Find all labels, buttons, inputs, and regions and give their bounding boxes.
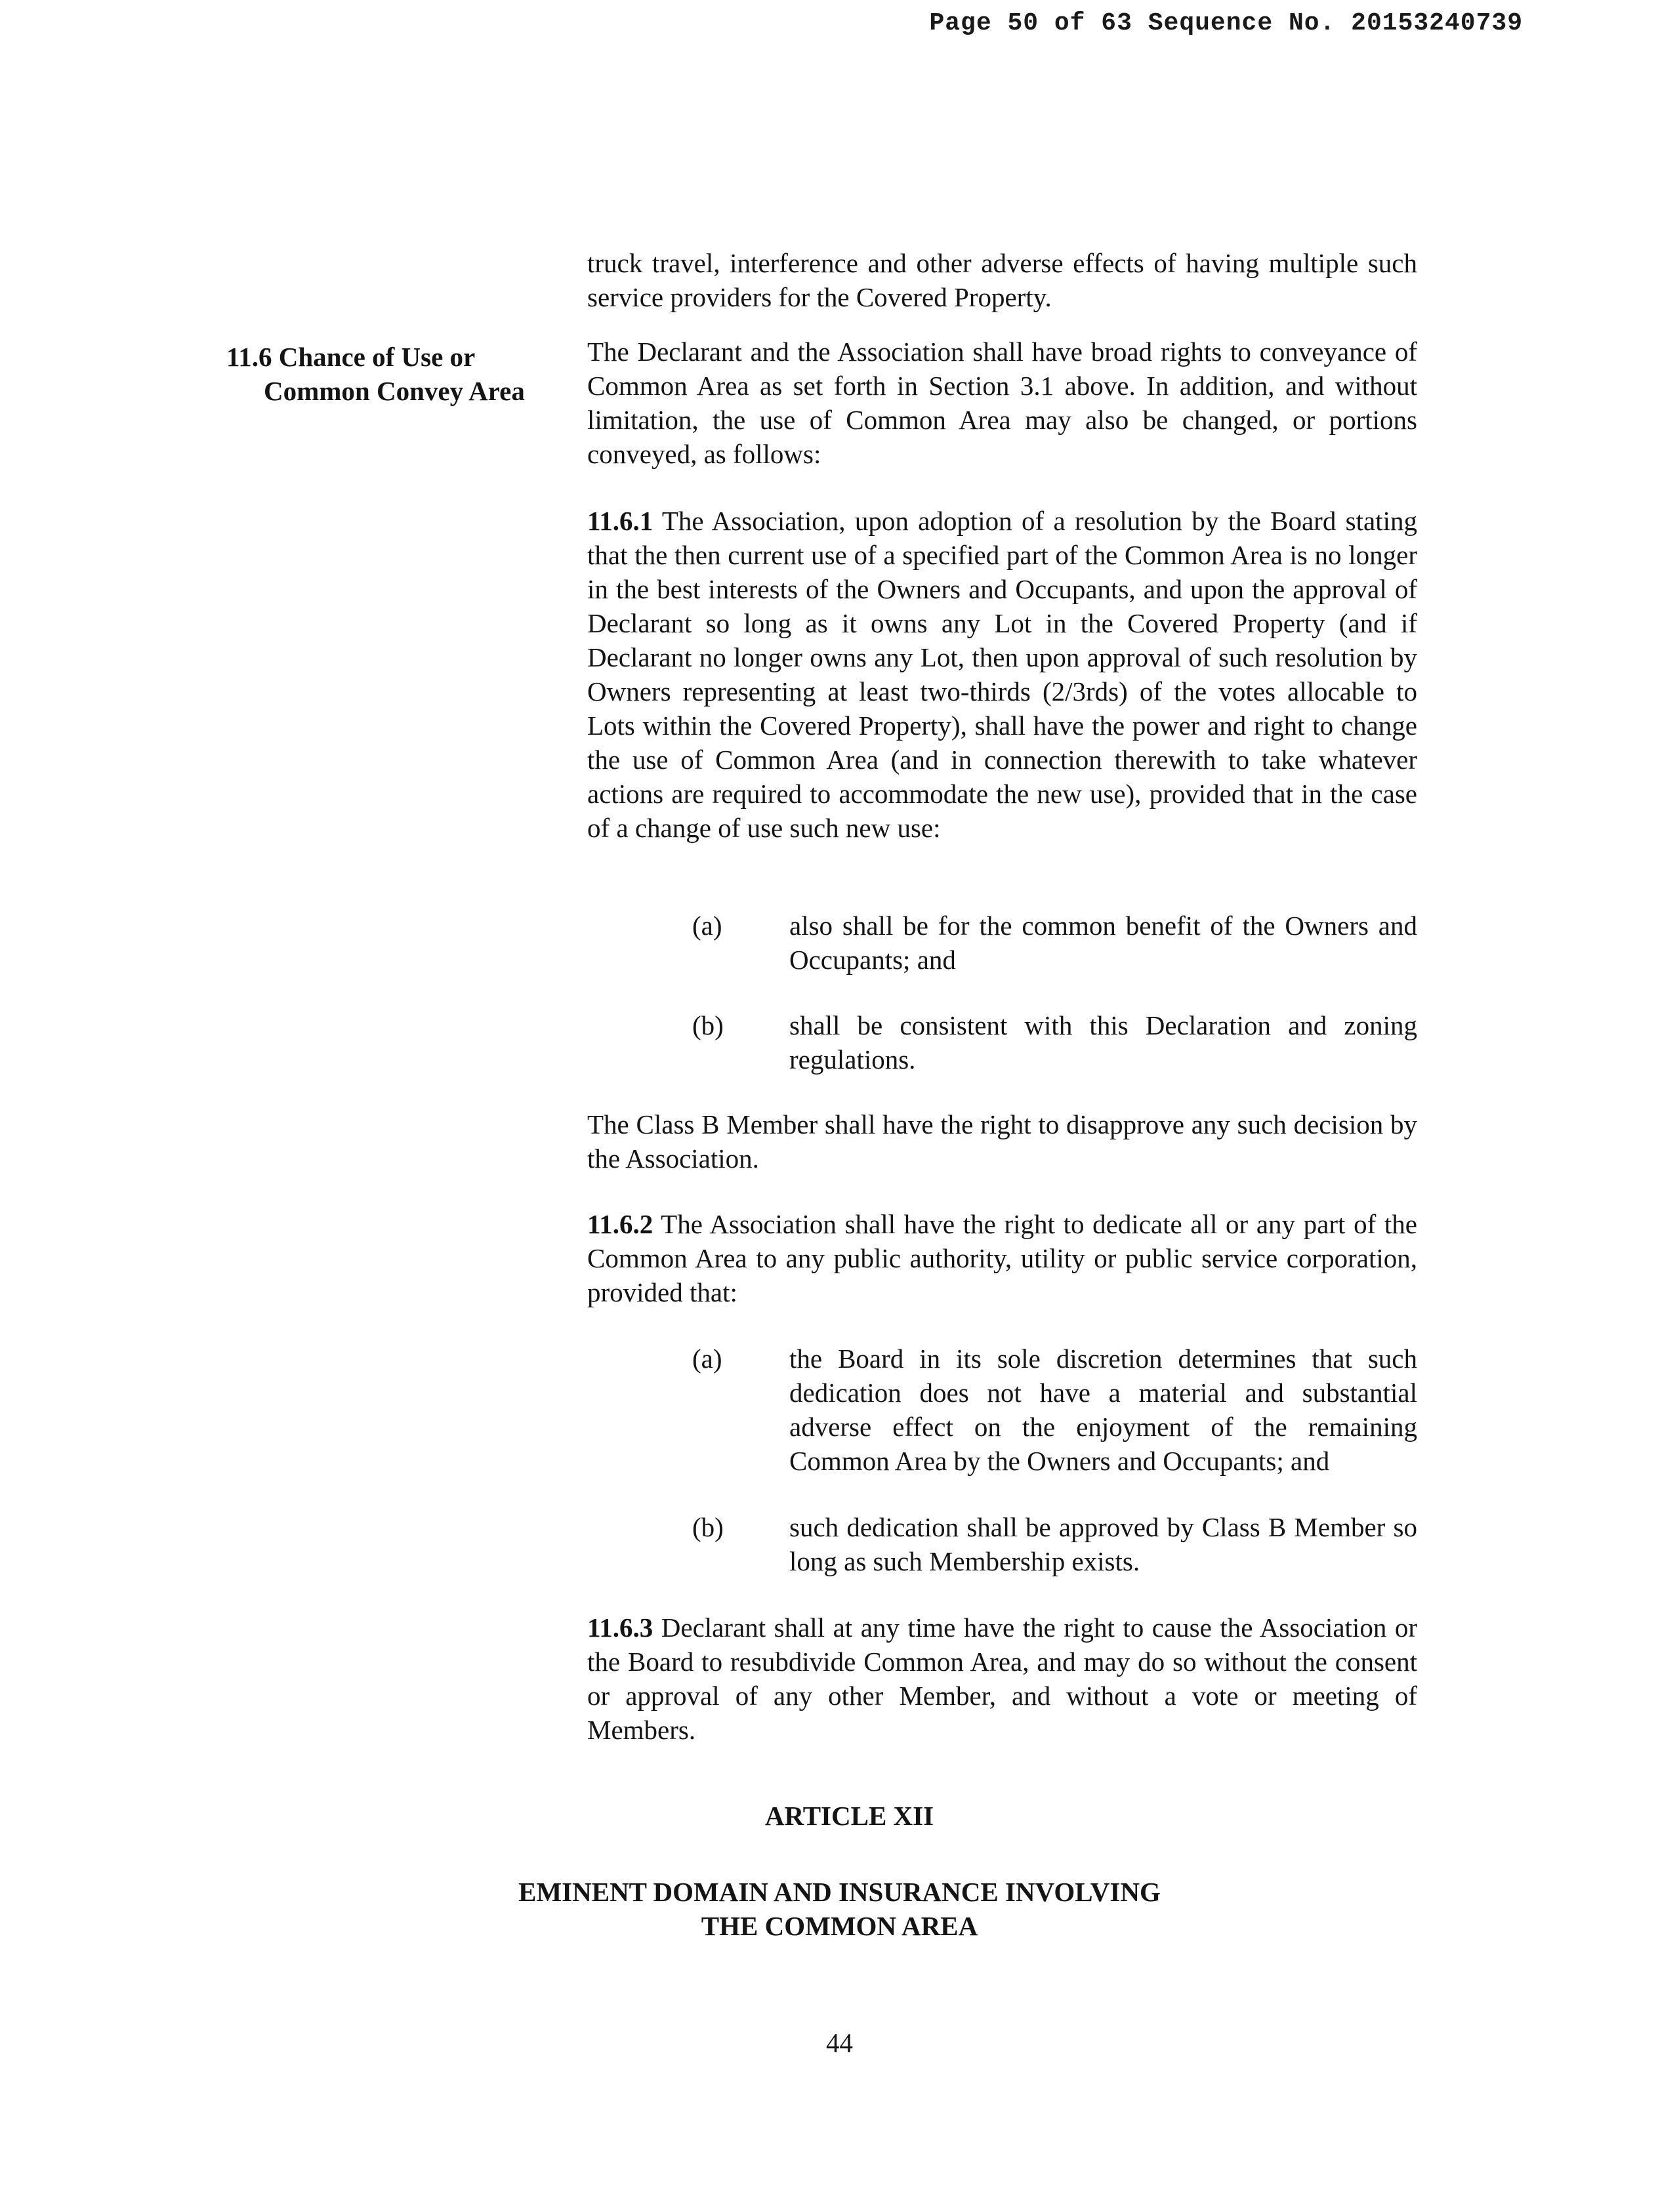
- list-item-label: (a): [692, 1343, 722, 1374]
- subsection-text: The Association, upon adoption of a resolution by the Board stating that the then current use of a specified part of the Common Area is no longer in the best interests of the Owners and Occupants, and upon the approval of Declarant so long as it owns any Lot in the Covered Property (and if Declarant no longer owns any Lot, then upon approval of such resolution by Owners representing at least two-thirds (2/3rds) of the votes allocable to Lots within the Covered Property), shall have the power and right to change the use of Common Area (and in connection therewith to take whatever actions are required to accommodate the new use), provided that in the case of a change of use such new use:: [587, 506, 1417, 843]
- subsection-11-6-1: [587, 504, 1417, 845]
- subsection-text: The Association shall have the right to dedicate all or any part of the Common Area to any public authority, utility or public service corporation, provided that:: [587, 1209, 1417, 1307]
- list-item-text: such dedication shall be approved by Class B Member so long as such Membership exists.: [789, 1512, 1417, 1576]
- subsection-number: 11.6.2: [587, 1209, 653, 1239]
- class-b-closing-paragraph: The Class B Member shall have the right to disapprove any such decision by the Association.: [587, 1109, 1417, 1174]
- subsection-number: 11.6.1: [587, 506, 653, 536]
- section-intro-paragraph: The Declarant and the Association shall have broad rights to conveyance of Common Area as set forth in Section 3.1 above. In addition, and without limitation, the use of Common Area may also be changed, or portions conveyed, as follows:: [587, 337, 1417, 469]
- list-item-label: (a): [692, 911, 722, 941]
- subsection-11-6-2: [587, 1207, 1417, 1309]
- continuation-paragraph: truck travel, interference and other adverse effects of having multiple such service providers for the Covered Property.: [587, 248, 1417, 312]
- article-title-line-2: THE COMMON AREA: [701, 1911, 978, 1941]
- article-heading: ARTICLE XII: [764, 1801, 934, 1831]
- subsection-11-6-3: [587, 1610, 1417, 1747]
- list-item-label: (b): [692, 1010, 724, 1040]
- section-side-heading: [226, 340, 554, 408]
- list-item-label: (b): [692, 1512, 724, 1542]
- list-item-text: the Board in its sole discretion determines that such dedication does not have a material and substantial adverse effect on the enjoyment of the remaining Common Area by the Owners and Occupants; and: [789, 1343, 1417, 1476]
- page-number: 44: [826, 2028, 853, 2058]
- subsection-text: Declarant shall at any time have the right to cause the Association or the Board to resubdivide Common Area, and may do so without the consent or approval of any other Member, and without a vote or meeting of Members.: [587, 1612, 1417, 1745]
- section-heading-line-2: Common Convey Area: [264, 376, 525, 406]
- section-heading-line-1: 11.6 Chance of Use or: [226, 342, 476, 372]
- page-sequence-stamp: Page 50 of 63 Sequence No. 20153240739: [929, 9, 1523, 37]
- article-title-line-1: EMINENT DOMAIN AND INSURANCE INVOLVING: [518, 1877, 1161, 1907]
- list-item-text: shall be consistent with this Declaration and zoning regulations.: [789, 1010, 1417, 1075]
- list-item-text: also shall be for the common benefit of the Owners and Occupants; and: [789, 911, 1417, 975]
- subsection-number: 11.6.3: [587, 1612, 653, 1643]
